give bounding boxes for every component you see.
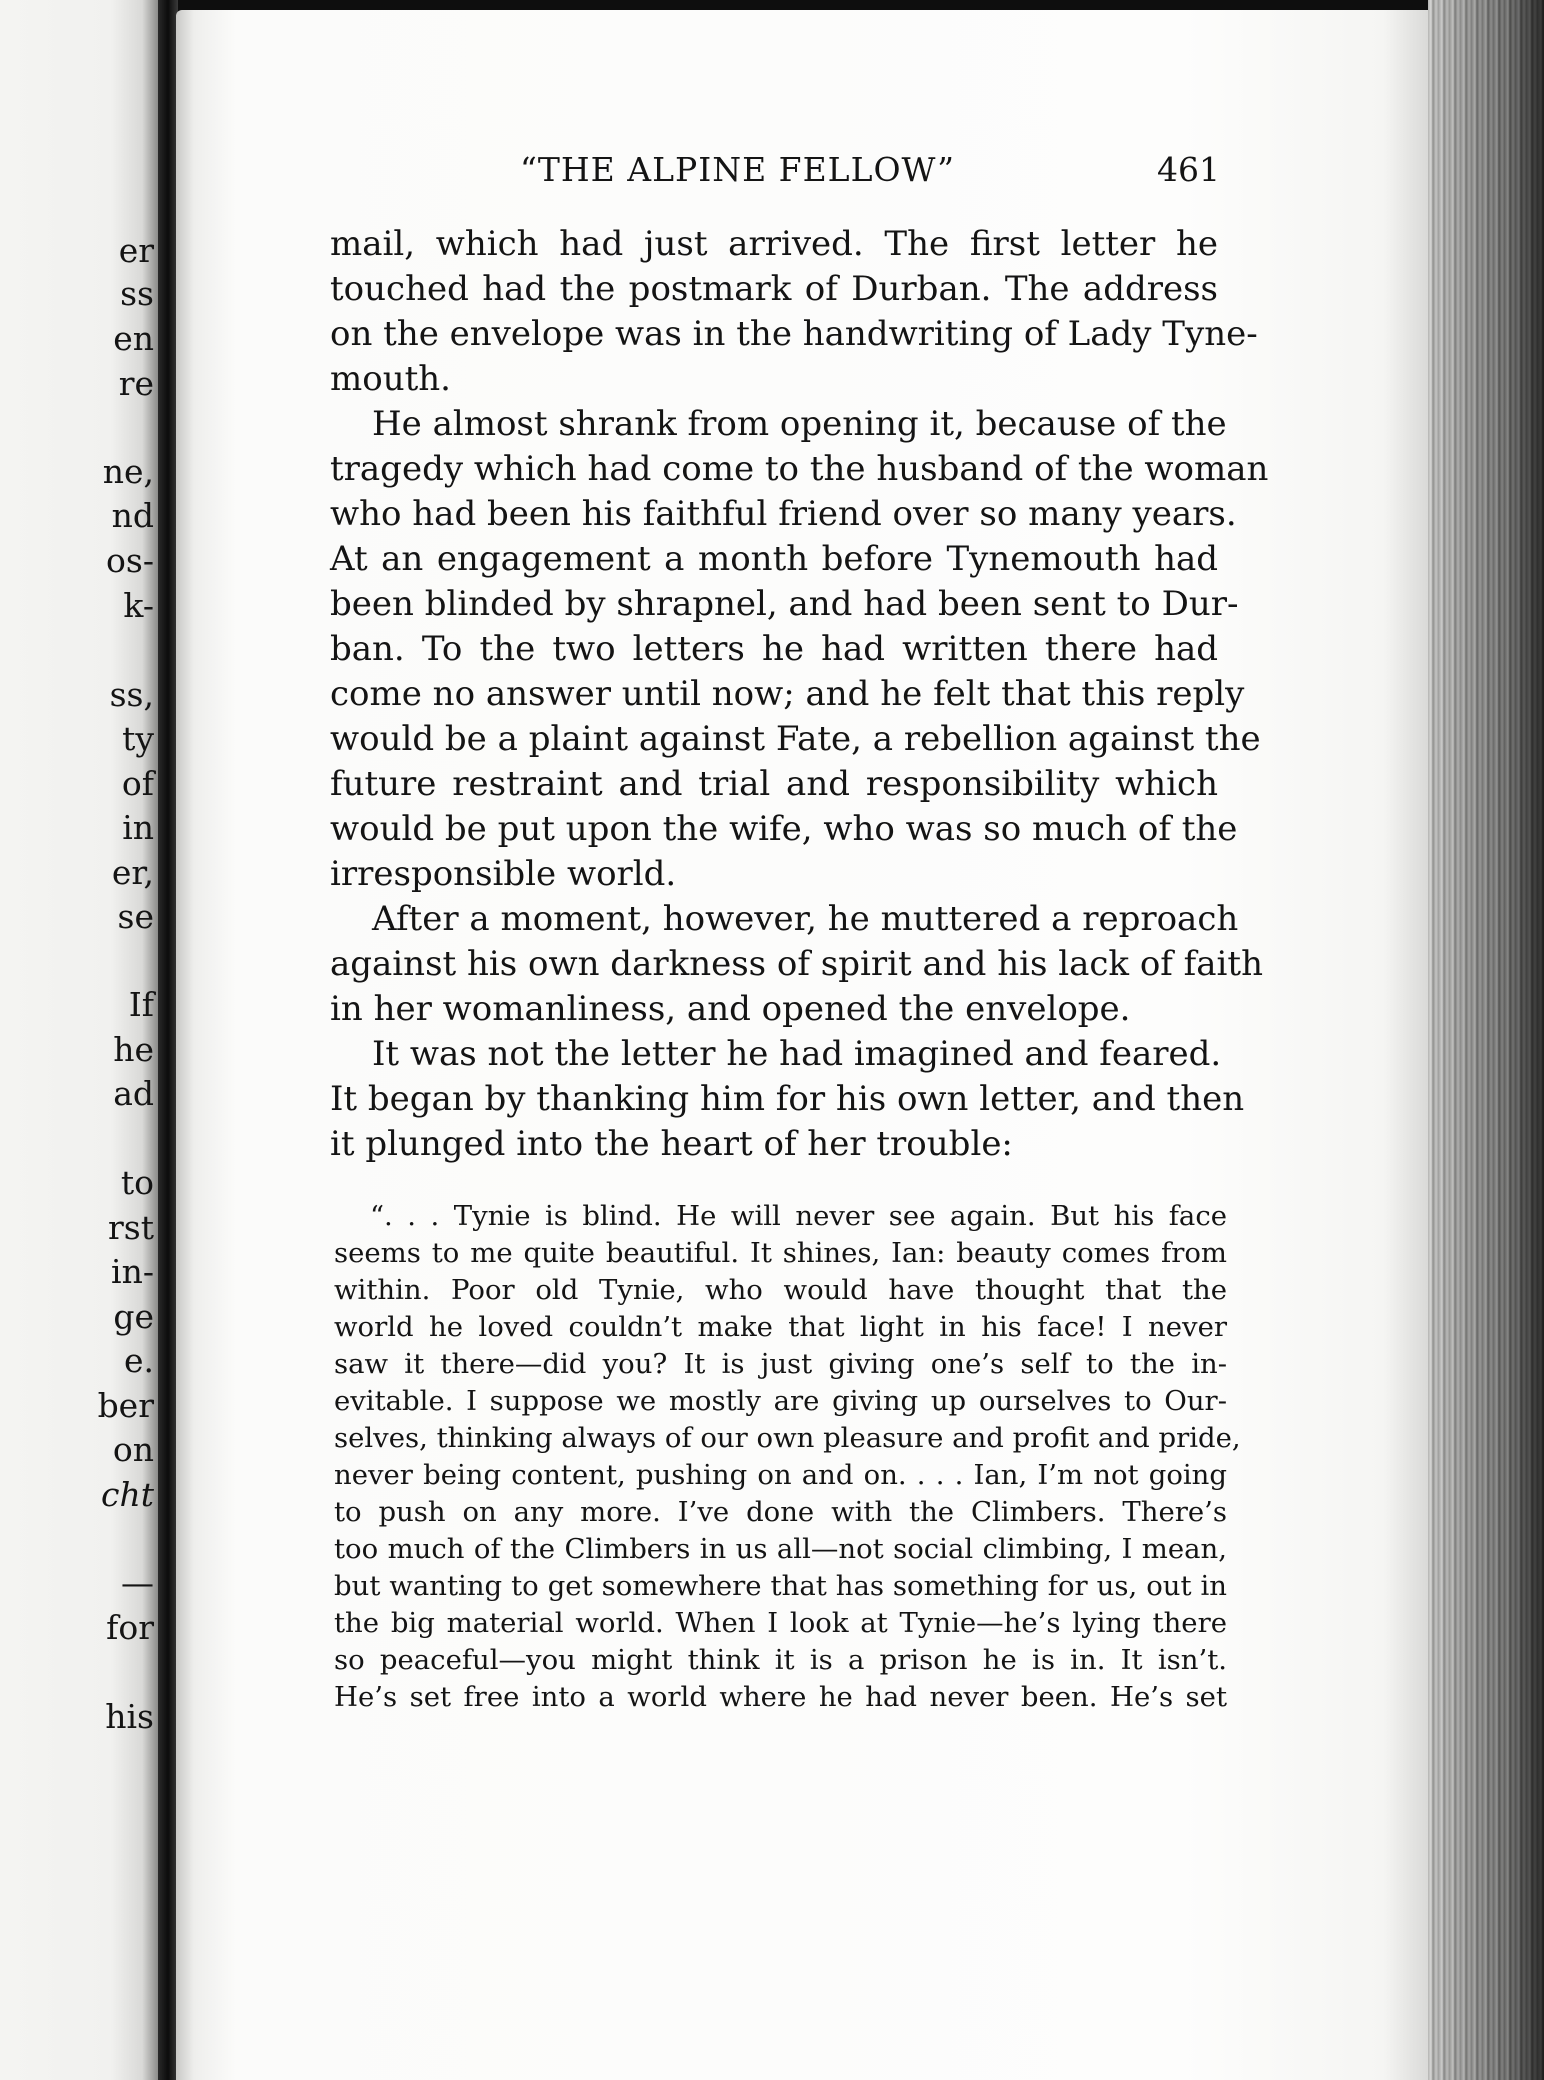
left-fragment: os- bbox=[106, 541, 154, 580]
text-line: After a moment, however, he muttered a reproach bbox=[372, 899, 1239, 939]
left-fragment: ad bbox=[113, 1074, 154, 1113]
text-line: At an engagement a month before Tynemouth had bbox=[330, 539, 1218, 579]
left-fragment: — bbox=[121, 1563, 154, 1602]
text-line: been blinded by shrapnel, and had been sent to Dur- bbox=[330, 584, 1239, 624]
text-line: tragedy which had come to the husband of the woman bbox=[330, 449, 1269, 489]
left-fragment: re bbox=[118, 364, 154, 403]
left-fragment: ss bbox=[120, 274, 154, 313]
left-fragment: in- bbox=[111, 1252, 154, 1291]
letter-line: saw it there—did you? It is just giving one’s self to the in- bbox=[334, 1348, 1227, 1380]
left-fragment: rst bbox=[108, 1208, 154, 1247]
left-fragment: of bbox=[121, 764, 154, 803]
left-page-text-fragments bbox=[4, 0, 154, 2080]
left-fragment: in bbox=[122, 808, 154, 847]
text-line: touched had the postmark of Durban. The address bbox=[330, 269, 1218, 309]
text-line: would be put upon the wife, who was so much of the bbox=[330, 809, 1238, 849]
text-line: in her womanliness, and opened the envelope. bbox=[330, 989, 1131, 1029]
left-fragment: er bbox=[118, 231, 154, 270]
running-head: “THE ALPINE FELLOW” bbox=[520, 150, 955, 189]
book-gutter bbox=[158, 0, 178, 2080]
page-edges-shadow bbox=[1428, 0, 1544, 2080]
text-line: it plunged into the heart of her trouble: bbox=[330, 1124, 1013, 1164]
letter-line: but wanting to get somewhere that has something for us, out in bbox=[334, 1570, 1227, 1602]
left-fragment: If bbox=[128, 985, 154, 1024]
text-line: ban. To the two letters he had written there had bbox=[330, 629, 1218, 669]
left-fragment: cht bbox=[101, 1475, 154, 1514]
left-fragment: ty bbox=[122, 719, 154, 758]
text-line: He almost shrank from opening it, because of the bbox=[372, 404, 1227, 444]
letter-line: never being content, pushing on and on. . . . Ian, I’m not going bbox=[334, 1459, 1227, 1491]
left-fragment: ber bbox=[97, 1386, 154, 1425]
left-fragment: er, bbox=[111, 853, 154, 892]
text-line: would be a plaint against Fate, a rebellion against the bbox=[330, 719, 1261, 759]
quoted-letter bbox=[334, 1198, 1241, 1716]
text-line: irresponsible world. bbox=[330, 854, 677, 894]
body-text bbox=[330, 222, 1269, 1167]
text-line: It began by thanking him for his own letter, and then bbox=[330, 1079, 1245, 1119]
left-fragment: for bbox=[106, 1608, 154, 1647]
text-line: mouth. bbox=[330, 359, 451, 399]
letter-line: world he loved couldn’t make that light in his face! I never bbox=[334, 1311, 1227, 1343]
left-fragment: se bbox=[117, 897, 154, 936]
letter-line: evitable. I suppose we mostly are giving up ourselves to Our- bbox=[334, 1385, 1227, 1417]
letter-line: too much of the Climbers in us all—not social climbing, I mean, bbox=[334, 1533, 1227, 1565]
text-line: on the envelope was in the handwriting of Lady Tyne- bbox=[330, 314, 1258, 354]
left-page bbox=[0, 0, 158, 2080]
left-fragment: ne, bbox=[102, 452, 154, 491]
text-line: future restraint and trial and responsibility which bbox=[330, 764, 1218, 804]
letter-line: so peaceful—you might think it is a prison he is in. It isn’t. bbox=[334, 1644, 1227, 1676]
letter-line: within. Poor old Tynie, who would have thought that the bbox=[334, 1274, 1227, 1306]
left-fragment: en bbox=[113, 319, 154, 358]
text-line: against his own darkness of spirit and his lack of faith bbox=[330, 944, 1263, 984]
left-fragment: he bbox=[113, 1030, 154, 1069]
letter-line: to push on any more. I’ve done with the Climbers. There’s bbox=[334, 1496, 1227, 1528]
left-fragment: e. bbox=[123, 1341, 154, 1380]
left-fragment: on bbox=[112, 1430, 154, 1469]
left-fragment: ge bbox=[113, 1297, 154, 1336]
left-fragment: nd bbox=[111, 496, 154, 535]
letter-line: He’s set free into a world where he had never been. He’s set bbox=[334, 1681, 1227, 1713]
left-fragment: ss, bbox=[109, 675, 154, 714]
text-line: It was not the letter he had imagined and feared. bbox=[372, 1034, 1222, 1074]
text-line: mail, which had just arrived. The first letter he bbox=[330, 224, 1218, 264]
letter-line: seems to me quite beautiful. It shines, Ian: beauty comes from bbox=[334, 1237, 1227, 1269]
page-number: 461 bbox=[1157, 150, 1220, 189]
letter-line: “. . . Tynie is blind. He will never see again. But his face bbox=[370, 1200, 1227, 1232]
left-fragment: his bbox=[105, 1697, 154, 1736]
text-line: come no answer until now; and he felt that this reply bbox=[330, 674, 1245, 714]
left-fragment: to bbox=[120, 1163, 154, 1202]
letter-line: selves, thinking always of our own pleasure and profit and pride, bbox=[334, 1422, 1241, 1454]
left-fragment: k- bbox=[123, 586, 154, 625]
text-line: who had been his faithful friend over so many years. bbox=[330, 494, 1237, 534]
letter-line: the big material world. When I look at Tynie—he’s lying there bbox=[334, 1607, 1227, 1639]
